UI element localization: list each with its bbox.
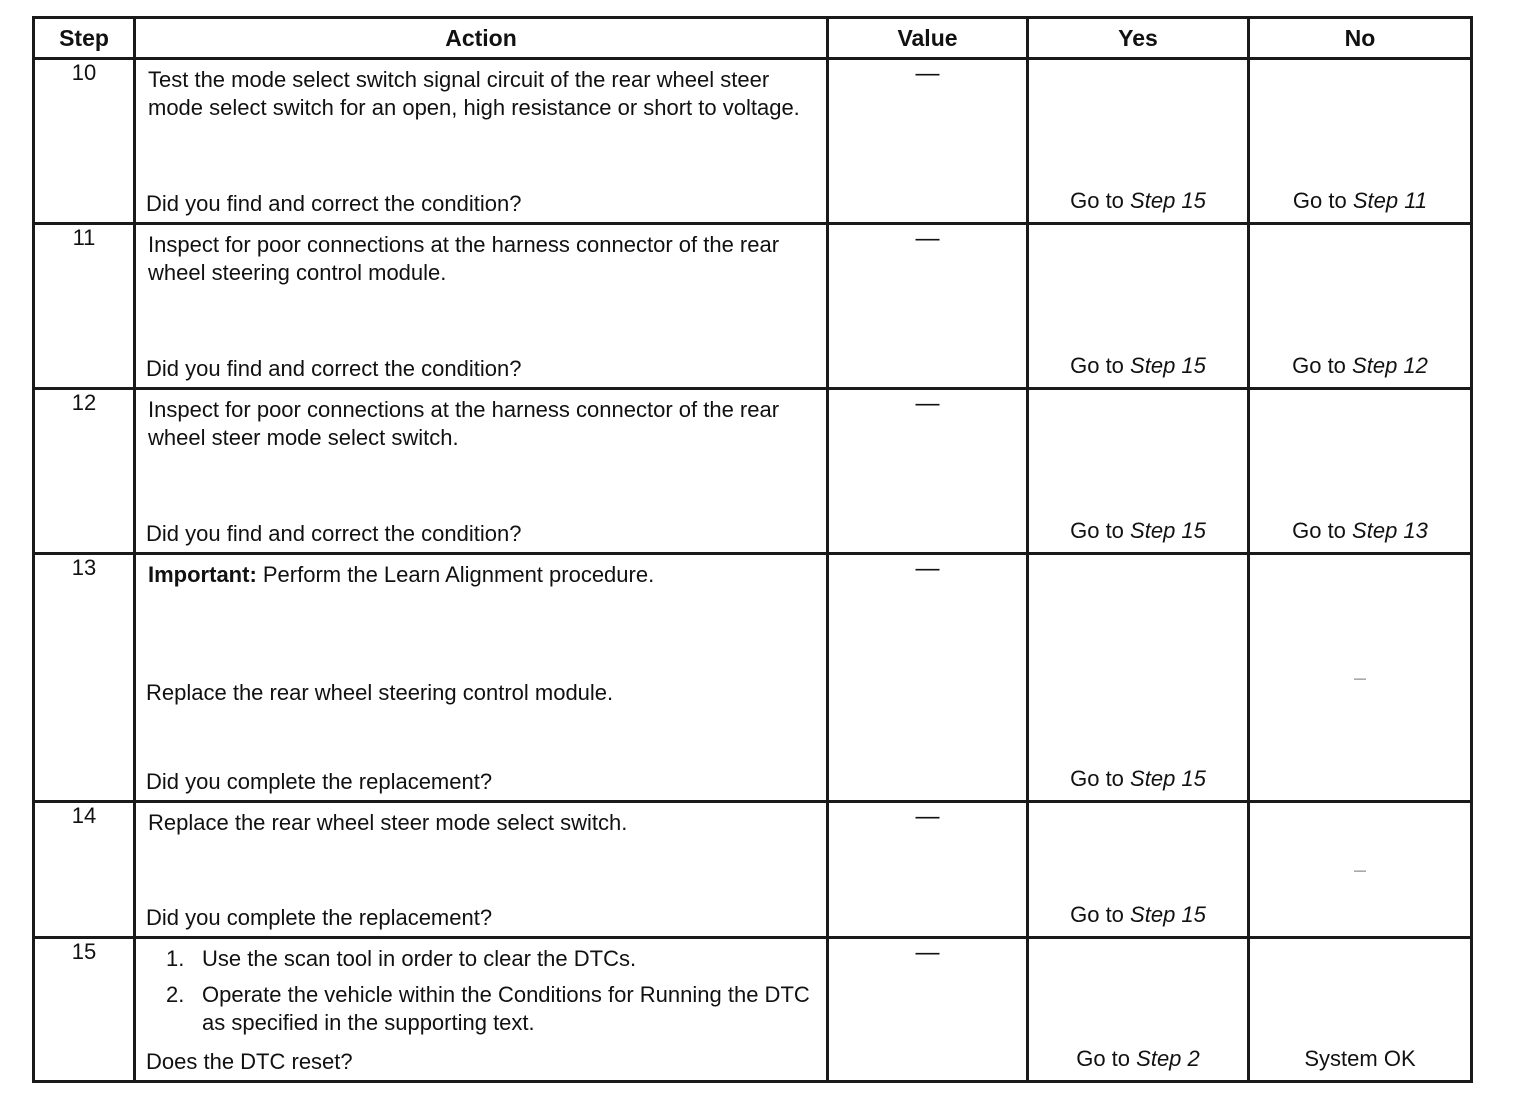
yes-prefix: Go to (1070, 902, 1124, 927)
action-text: Inspect for poor connections at the harness connector of the rear wheel steering control module. (148, 232, 780, 285)
table-row-step-15 (34, 938, 1472, 1082)
important-note (148, 561, 812, 589)
value-cell: — (828, 554, 1028, 802)
header-no: No (1249, 18, 1472, 59)
list-item-text: Use the scan tool in order to clear the DTCs. (202, 946, 637, 971)
value-cell: — (828, 59, 1028, 224)
table-row-step-10 (34, 59, 1472, 224)
no-step-link[interactable]: Step 11 (1352, 188, 1428, 213)
table-row-step-14 (34, 802, 1472, 938)
yes-step-link[interactable]: Step 15 (1130, 188, 1206, 213)
yes-result (1029, 518, 1247, 544)
yes-prefix: Go to (1070, 766, 1124, 791)
no-prefix: Go to (1292, 518, 1346, 543)
no-cell (1249, 554, 1472, 802)
yes-result (1029, 902, 1247, 928)
header-row (34, 18, 1472, 59)
table-row-step-12 (34, 389, 1472, 554)
value-cell: — (828, 224, 1028, 389)
no-cell (1249, 938, 1472, 1082)
list-item-number: 1. (166, 946, 185, 971)
yes-cell (1028, 224, 1249, 389)
action-cell (135, 554, 828, 802)
yes-step-link[interactable]: Step 2 (1136, 1046, 1200, 1071)
value-cell: — (828, 389, 1028, 554)
action-question: Did you find and correct the condition? (146, 356, 522, 381)
header-step: Step (34, 18, 135, 59)
action-question: Did you complete the replacement? (146, 905, 493, 930)
table-row-step-11 (34, 224, 1472, 389)
yes-cell (1028, 389, 1249, 554)
step-number: 15 (34, 938, 135, 1082)
yes-step-link[interactable]: Step 15 (1130, 353, 1206, 378)
action-cell (135, 224, 828, 389)
no-cell (1249, 802, 1472, 938)
yes-cell (1028, 59, 1249, 224)
yes-result (1029, 188, 1247, 214)
step-number: 13 (34, 554, 135, 802)
action-question: Does the DTC reset? (146, 1049, 353, 1074)
no-step-link[interactable]: Step 12 (1352, 353, 1428, 378)
yes-step-link[interactable]: Step 15 (1130, 766, 1206, 791)
no-cell (1249, 389, 1472, 554)
action-question: Did you find and correct the condition? (146, 191, 522, 216)
no-prefix: Go to (1292, 353, 1346, 378)
no-step-link[interactable]: Step 13 (1352, 518, 1428, 543)
no-result (1250, 353, 1470, 379)
step-number: 14 (34, 802, 135, 938)
no-dash: — (1354, 862, 1366, 877)
important-text: Perform the Learn Alignment procedure. (256, 562, 655, 587)
action-cell (135, 59, 828, 224)
list-item (166, 945, 812, 973)
action-question: Did you complete the replacement? (146, 769, 493, 794)
no-result (1250, 188, 1470, 214)
yes-result (1029, 766, 1247, 792)
yes-cell (1028, 802, 1249, 938)
no-result (1250, 518, 1470, 544)
yes-step-link[interactable]: Step 15 (1130, 518, 1206, 543)
action-text: Inspect for poor connections at the harness connector of the rear wheel steer mode select switch. (148, 397, 780, 450)
action-text: Replace the rear wheel steering control module. (146, 680, 614, 705)
no-prefix: Go to (1292, 188, 1347, 213)
yes-prefix: Go to (1076, 1046, 1131, 1071)
list-item-number: 2. (166, 982, 185, 1007)
yes-cell (1028, 938, 1249, 1082)
no-dash: — (1354, 670, 1366, 685)
no-cell (1249, 59, 1472, 224)
action-question: Did you find and correct the condition? (146, 521, 522, 546)
action-steps-list (166, 945, 812, 1045)
important-label: Important: (148, 562, 257, 587)
yes-result (1029, 353, 1247, 379)
step-number: 12 (34, 389, 135, 554)
diagnostic-table (32, 16, 1473, 1083)
no-result: System OK (1304, 1046, 1416, 1071)
action-text: Test the mode select switch signal circuit of the rear wheel steer mode select switch for an open, high resistance or short to voltage. (148, 67, 800, 120)
action-cell (135, 802, 828, 938)
yes-prefix: Go to (1070, 188, 1124, 213)
header-value: Value (828, 18, 1028, 59)
step-number: 10 (34, 59, 135, 224)
list-item (166, 981, 812, 1037)
yes-prefix: Go to (1070, 518, 1124, 543)
yes-cell (1028, 554, 1249, 802)
yes-prefix: Go to (1070, 353, 1124, 378)
list-item-text: Operate the vehicle within the Conditions for Running the DTC as specified in the supporting text. (202, 982, 810, 1035)
no-cell (1249, 224, 1472, 389)
action-text: Replace the rear wheel steer mode select switch. (148, 810, 628, 835)
yes-step-link[interactable]: Step 15 (1130, 902, 1206, 927)
header-yes: Yes (1028, 18, 1249, 59)
action-cell (135, 389, 828, 554)
value-cell: — (828, 938, 1028, 1082)
value-cell: — (828, 802, 1028, 938)
header-action: Action (135, 18, 828, 59)
action-cell (135, 938, 828, 1082)
yes-result (1029, 1046, 1247, 1072)
table-row-step-13 (34, 554, 1472, 802)
step-number: 11 (34, 224, 135, 389)
